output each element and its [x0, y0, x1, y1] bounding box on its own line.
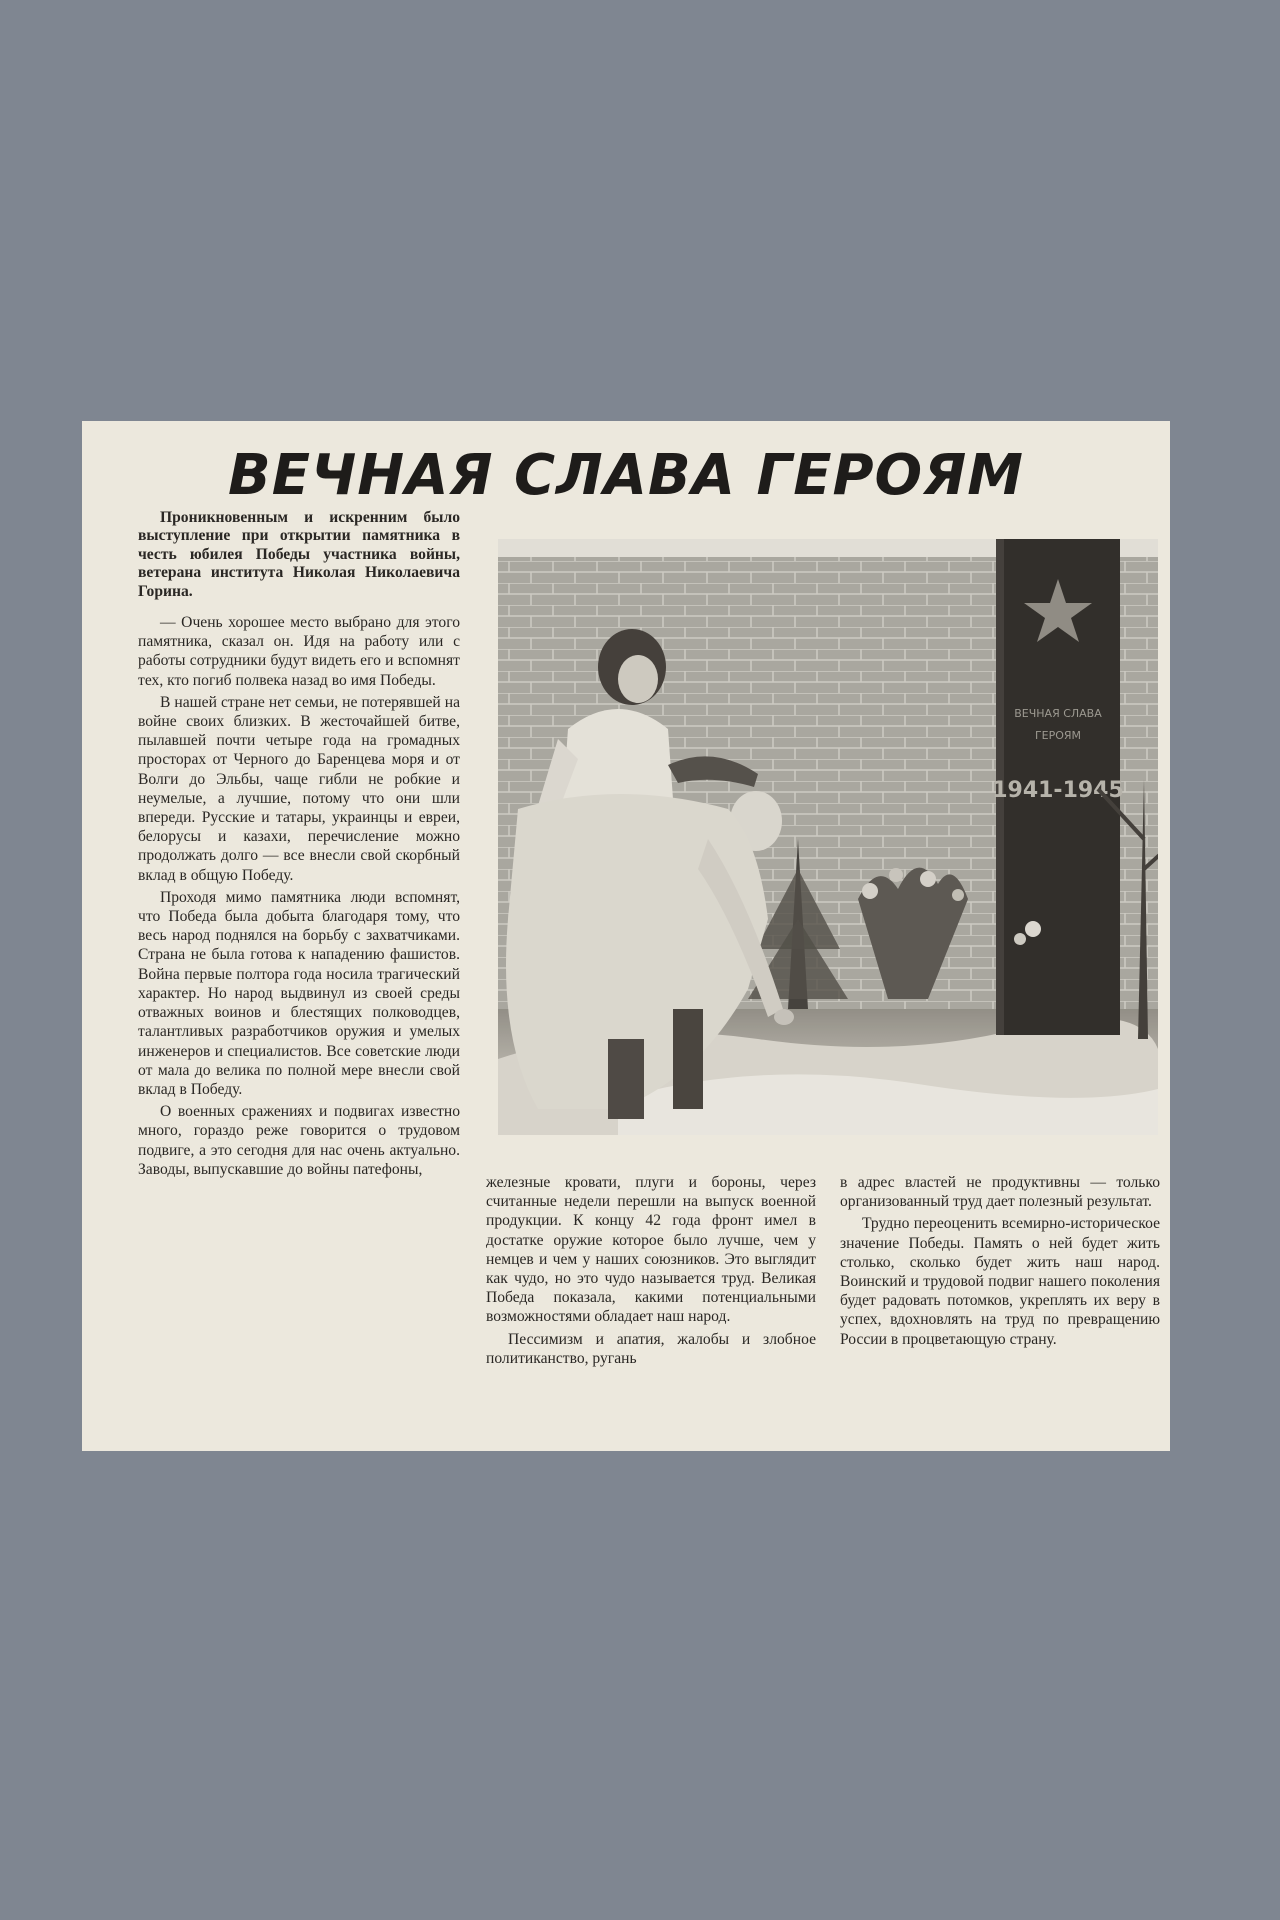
article-column-3 — [840, 1173, 1160, 1443]
article-paragraph: О военных сражениях и подвигах известно много, гораздо реже говорится о трудовом подвиге, а это сегодня для нас очень актуально. Заводы, выпускавшие до войны патефоны, — [138, 1103, 460, 1178]
article-paragraph: в адрес властей не продуктивны — только организованный труд дает полезный результат. — [840, 1174, 1160, 1211]
monument-inscription-years: 1941-1945 — [992, 778, 1124, 803]
article-paragraph: Проходя мимо памятника люди вспомнят, что Победа была добыта благодаря тому, что весь народ поднялся на борьбу с захватчиками. Страна не была готова к нападению фашистов. Война первые полтора года носила трагический характер. Но народ выдвинул из своей среды отважных воинов и блестящих полководцев, талантливых разработчиков оружия и умелых инженеров и специалистов. Все советские люди от мала до велика по полной мере внесли свой вклад в Победу. — [138, 888, 460, 1098]
newspaper-clipping — [82, 421, 1170, 1451]
monument-inscription-line: ГЕРОЯМ — [1034, 729, 1082, 742]
article-paragraph: — Очень хорошее место выбрано для этого памятника, сказал он. Идя на работу или с работы сотрудники будут видеть его и вспомнят тех, кто погиб полвека назад во имя Победы. — [138, 614, 460, 689]
article-paragraph: Трудно переоценить всемирно-историческое значение Победы. Память о ней будет жить столько, сколько будет жить наш народ. Воинский и трудовой подвиг нашего поколения будет радовать потомков, укреплять их веру в успех, вдохновлять на труд по превращению России в процветающую страну. — [840, 1215, 1160, 1348]
monument-photo — [498, 539, 1158, 1135]
monument-inscription-line: ВЕЧНАЯ СЛАВА — [1014, 707, 1102, 720]
article-headline: ВЕЧНАЯ СЛАВА ГЕРОЯМ — [228, 443, 1024, 508]
article-column-1 — [138, 509, 460, 1444]
article-lead: Проникновенным и искренним было выступление при открытии памятника в честь юбилея Победы участника войны, ветерана института Николая Николаевича Горина. — [138, 509, 460, 600]
article-paragraph: железные кровати, плуги и бороны, через считанные недели перешли на выпуск военной продукции. К концу 42 года фронт имел в достатке оружие которое было лучше, чем у немцев и чем у наших союзников. Это выглядит как чудо, но это чудо называется труд. Великая Победа показала, какими потенциальными возможностями обладает наш народ. — [486, 1174, 816, 1326]
article-paragraph: В нашей стране нет семьи, не потерявшей на войне своих близких. В жесточайшей битве, пылавшей почти четыре года на громадных просторах от Черного до Баренцева моря и от Волги до Эльбы, чаще гибли не робкие и неумелые, а лучшие, потому что они шли впереди. Русские и татары, украинцы и евреи, белорусы и казахи, перечисление можно продолжать долго — все внесли свой скорбный вклад в общую Победу. — [138, 693, 460, 884]
article-column-2 — [486, 1173, 816, 1443]
monument-photo-illustration — [498, 539, 1158, 1135]
article-paragraph: Пессимизм и апатия, жалобы и злобное политиканство, ругань — [486, 1330, 816, 1367]
